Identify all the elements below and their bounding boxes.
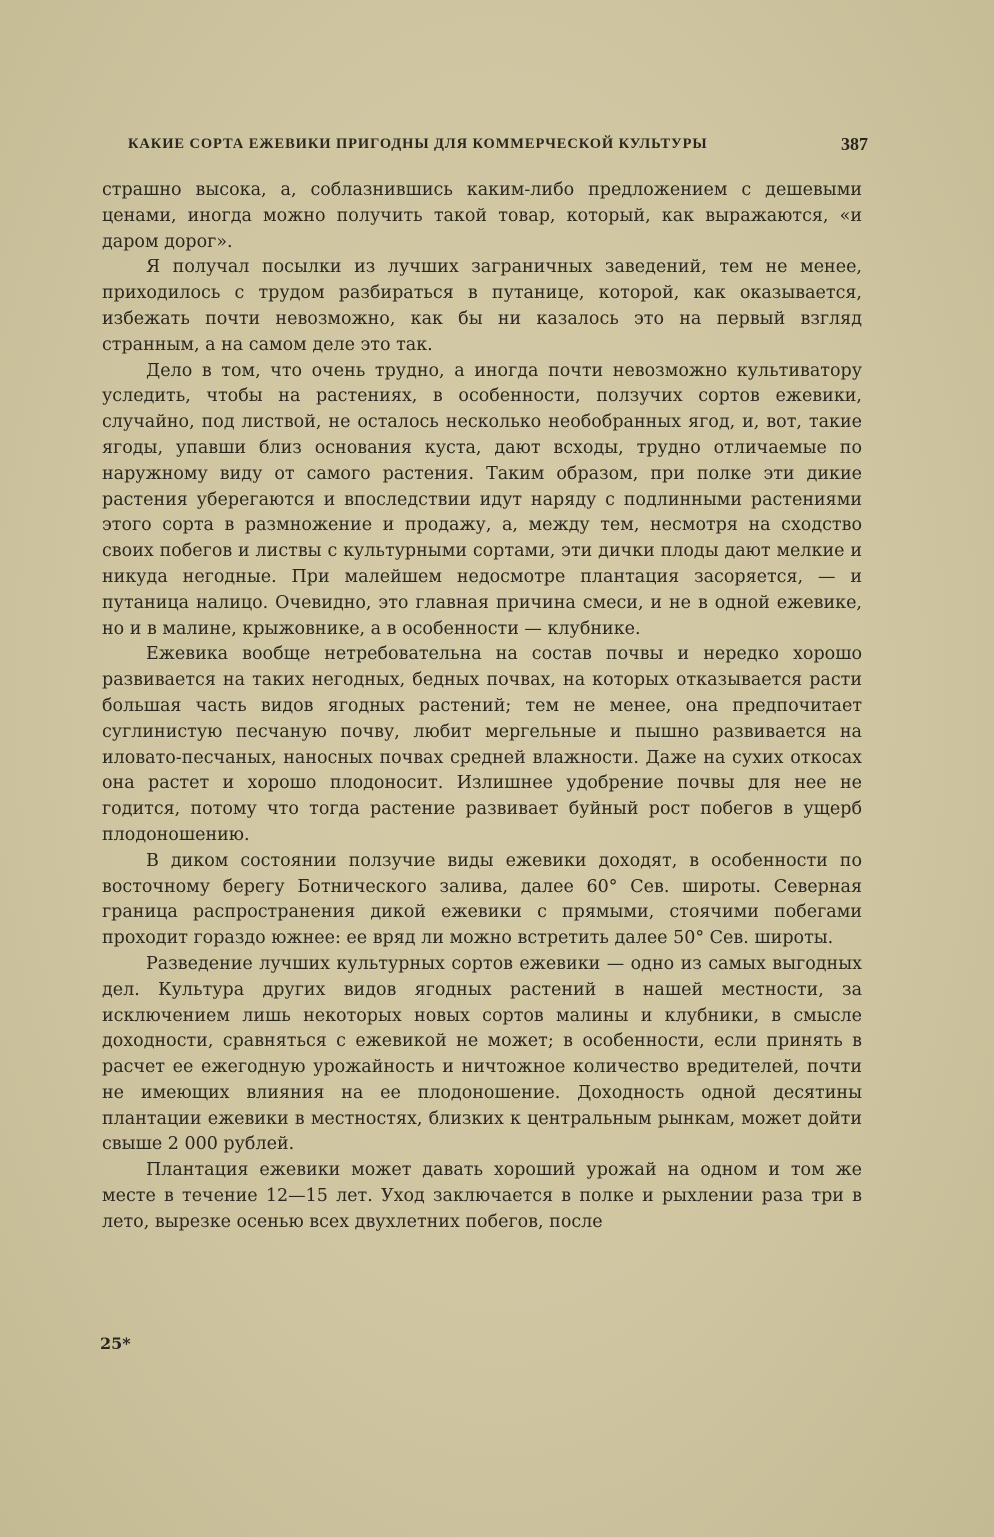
- body-text: [102, 178, 862, 1236]
- paragraph-continuation: страшно высока, а, соблазнившись каким-либо предложением с дешевыми ценами, иногда можно получить такой товар, который, как выражаются, «и даром дорог».: [102, 180, 862, 252]
- paragraph: Дело в том, что очень трудно, а иногда почти невозможно культиватору уследить, чтобы на растениях, в особенности, ползучих сортов ежевики, случайно, под листвой, не осталось несколько необобранных ягод, и, вот, такие ягоды, упавши близ основания куста, дают всходы, трудно отличаемые по наружному виду от самого растения. Таким образом, при полке эти дикие растения уберегаются и впоследствии идут наряду с подлинными растениями этого сорта в размножение и продажу, а, между тем, несмотря на сходство своих побегов и листвы с культурными сортами, эти дички плоды дают мелкие и никуда негодные. При малейшем недосмотре плантация засоряется, — и путаница налицо. Очевидно, это главная причина смеси, и не в одной ежевике, но и в малине, крыжовнике, а в особенности — клубнике.: [102, 360, 862, 639]
- paragraph: Разведение лучших культурных сортов ежевики — одно из самых выгодных дел. Культура других видов ягодных растений в нашей местности, за исключением лишь некоторых новых сортов малины и клубники, в смысле доходности, сравняться с ежевикой не может; в особенности, если принять в расчет ее ежегодную урожайность и ничтожное количество вредителей, почти не имеющих влияния на ее плодоношение. Доходность одной десятины плантации ежевики в местностях, близких к центральным рынкам, может дойти свыше 2 000 рублей.: [102, 953, 862, 1155]
- paragraph: Плантация ежевики может давать хороший урожай на одном и том же месте в течение 12—15 лет. Уход заключается в полке и рыхлении раза три в лето, вырезке осенью всех двухлетних побегов, после: [102, 1160, 862, 1232]
- paragraph: В диком состоянии ползучие виды ежевики доходят, в особенности по восточному берегу Ботнического залива, далее 60° Сев. широты. Северная граница распространения дикой ежевики с прямыми, стоячими побегами проходит гораздо южнее: ее вряд ли можно встретить далее 50° Сев. широты.: [102, 850, 862, 949]
- page-number: 387: [841, 134, 868, 154]
- paragraph: Ежевика вообще нетребовательна на состав почвы и нередко хорошо развивается на таких негодных, бедных почвах, на которых отказывается расти большая часть видов ягодных растений; тем не менее, она предпочитает суглинистую песчаную почву, любит мергельные и пышно развивается на иловато-песчаных, наносных почвах средней влажности. Даже на сухих откосах она растет и хорошо плодоносит. Излишнее удобрение почвы для нее не годится, потому что тогда растение развивает буйный рост побегов в ущерб плодоношению.: [102, 644, 862, 845]
- running-title: КАКИЕ СОРТА ЕЖЕВИКИ ПРИГОДНЫ ДЛЯ КОММЕРЧЕСКОЙ КУЛЬТУРЫ: [128, 136, 708, 152]
- paragraph: Я получал посылки из лучших заграничных заведений, тем не менее, приходилось с трудом разбираться в путанице, которой, как оказывается, избежать почти невозможно, как бы ни казалось это на первый взгляд странным, а на самом деле это так.: [102, 257, 862, 355]
- signature-mark: 25*: [100, 1334, 131, 1353]
- running-head: [128, 134, 868, 158]
